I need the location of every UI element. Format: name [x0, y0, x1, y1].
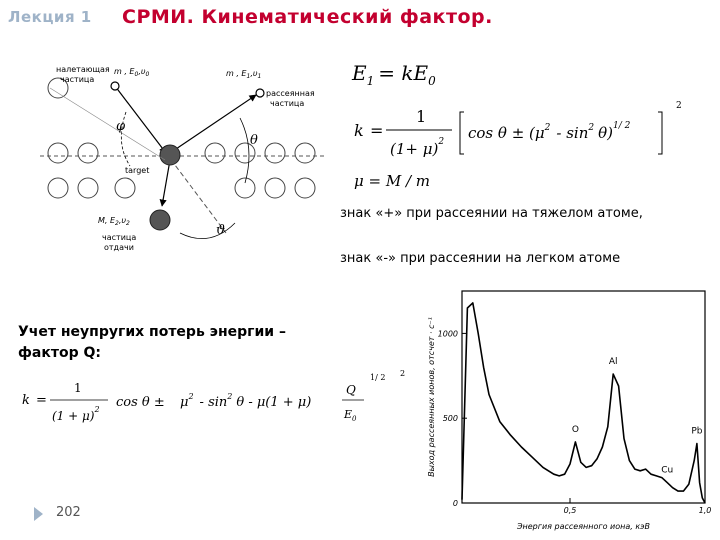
y-tick-label: 1000 [437, 329, 458, 339]
x-axis-label: Энергия рассеянного иона, кэВ [516, 522, 651, 531]
scattered-label-1: рассеянная [266, 89, 315, 98]
q-heading-line1: Учет неупругих потерь энергии – [18, 324, 286, 340]
note-light-atom: знак «-» при рассеянии на легком атоме [340, 251, 621, 266]
recoil-trajectory [162, 160, 170, 206]
footer-arrow-icon [34, 507, 43, 521]
peak-label-o: O [571, 424, 579, 435]
k-symbol: k [354, 121, 364, 140]
target-atom [160, 145, 180, 165]
slide-title: СРМИ. Кинематический фактор. [122, 6, 493, 28]
q-outer-exp: 2 [400, 369, 406, 378]
peak-label-pb: Pb [691, 426, 703, 437]
denominator: $(1+ \mu)^2$ [390, 137, 445, 158]
page-number: 202 [56, 505, 81, 520]
peak-label-cu: Cu [661, 465, 674, 476]
angle-vartheta-label: ϑ [216, 223, 226, 238]
q-factor-heading [18, 322, 398, 364]
scattered-label-2: частица [270, 99, 305, 108]
angle-vartheta-arc [180, 223, 235, 239]
note-heavy-atom: знак «+» при рассеянии на тяжелом атоме, [340, 206, 643, 221]
angle-theta-label: θ [250, 133, 258, 148]
mu-definition: μ = M / m [354, 172, 431, 190]
q-numerator: 1 [74, 381, 82, 395]
recoil-atom [150, 210, 170, 230]
ion-scattering-spectrum [420, 283, 720, 540]
q-e0: $E_0$ [344, 408, 357, 423]
y-axis-label: Выход рассеянных ионов, отсчет · с⁻¹ [427, 317, 436, 477]
x-tick-label: 1,0 [698, 506, 712, 515]
q-cos-term: cos θ ± [116, 395, 165, 410]
scattered-particle [256, 89, 264, 97]
angle-theta-arc [240, 118, 249, 183]
kinematic-factor-formula [340, 50, 700, 200]
target-label: target [125, 166, 150, 175]
numerator-one: 1 [416, 107, 427, 126]
incident-label-2: частица [60, 75, 95, 84]
q-symbol: Q [346, 383, 356, 397]
angle-phi-label: φ [116, 119, 126, 134]
recoil-label-2: отдачи [104, 243, 134, 252]
incident-particle [111, 82, 119, 90]
y-tick-label: 0 [452, 499, 458, 508]
scattering-diagram [30, 48, 330, 278]
q-heading-line2: фактор Q: [18, 345, 101, 361]
bracket-content: $\cos \theta \pm (\mu^2 - \sin^2 \theta)^{1/ 2}$ [468, 121, 631, 142]
q-half-exp: 1/ 2 [370, 373, 386, 382]
recoil-label-1: частица [102, 233, 137, 242]
scattered-params: m , $E_1,\upsilon_1$ [226, 69, 262, 80]
y-tick-label: 500 [442, 414, 458, 424]
outer-exponent: 2 [676, 101, 682, 111]
equals-sign: = [370, 121, 384, 140]
q-k-symbol: k [22, 393, 30, 408]
energy-formula: $E_1 = kE_0$ [352, 61, 436, 88]
peak-label-al: Al [608, 357, 618, 368]
incident-label-1: налетающая [56, 65, 110, 74]
q-inner: $\mu^2 - \sin^2 \theta - \mu(1 + \mu)$ [180, 392, 312, 410]
q-denominator: $(1 + \mu)^2$ [52, 405, 100, 423]
q-equals: = [36, 393, 47, 408]
lecture-label: Лекция 1 [8, 8, 92, 26]
q-factor-formula [18, 362, 418, 432]
x-tick-label: 0,5 [563, 506, 577, 515]
incident-params: m , $E_0,\upsilon_0$ [114, 67, 150, 78]
recoil-params: M, $E_2,\upsilon_2$ [98, 216, 130, 227]
